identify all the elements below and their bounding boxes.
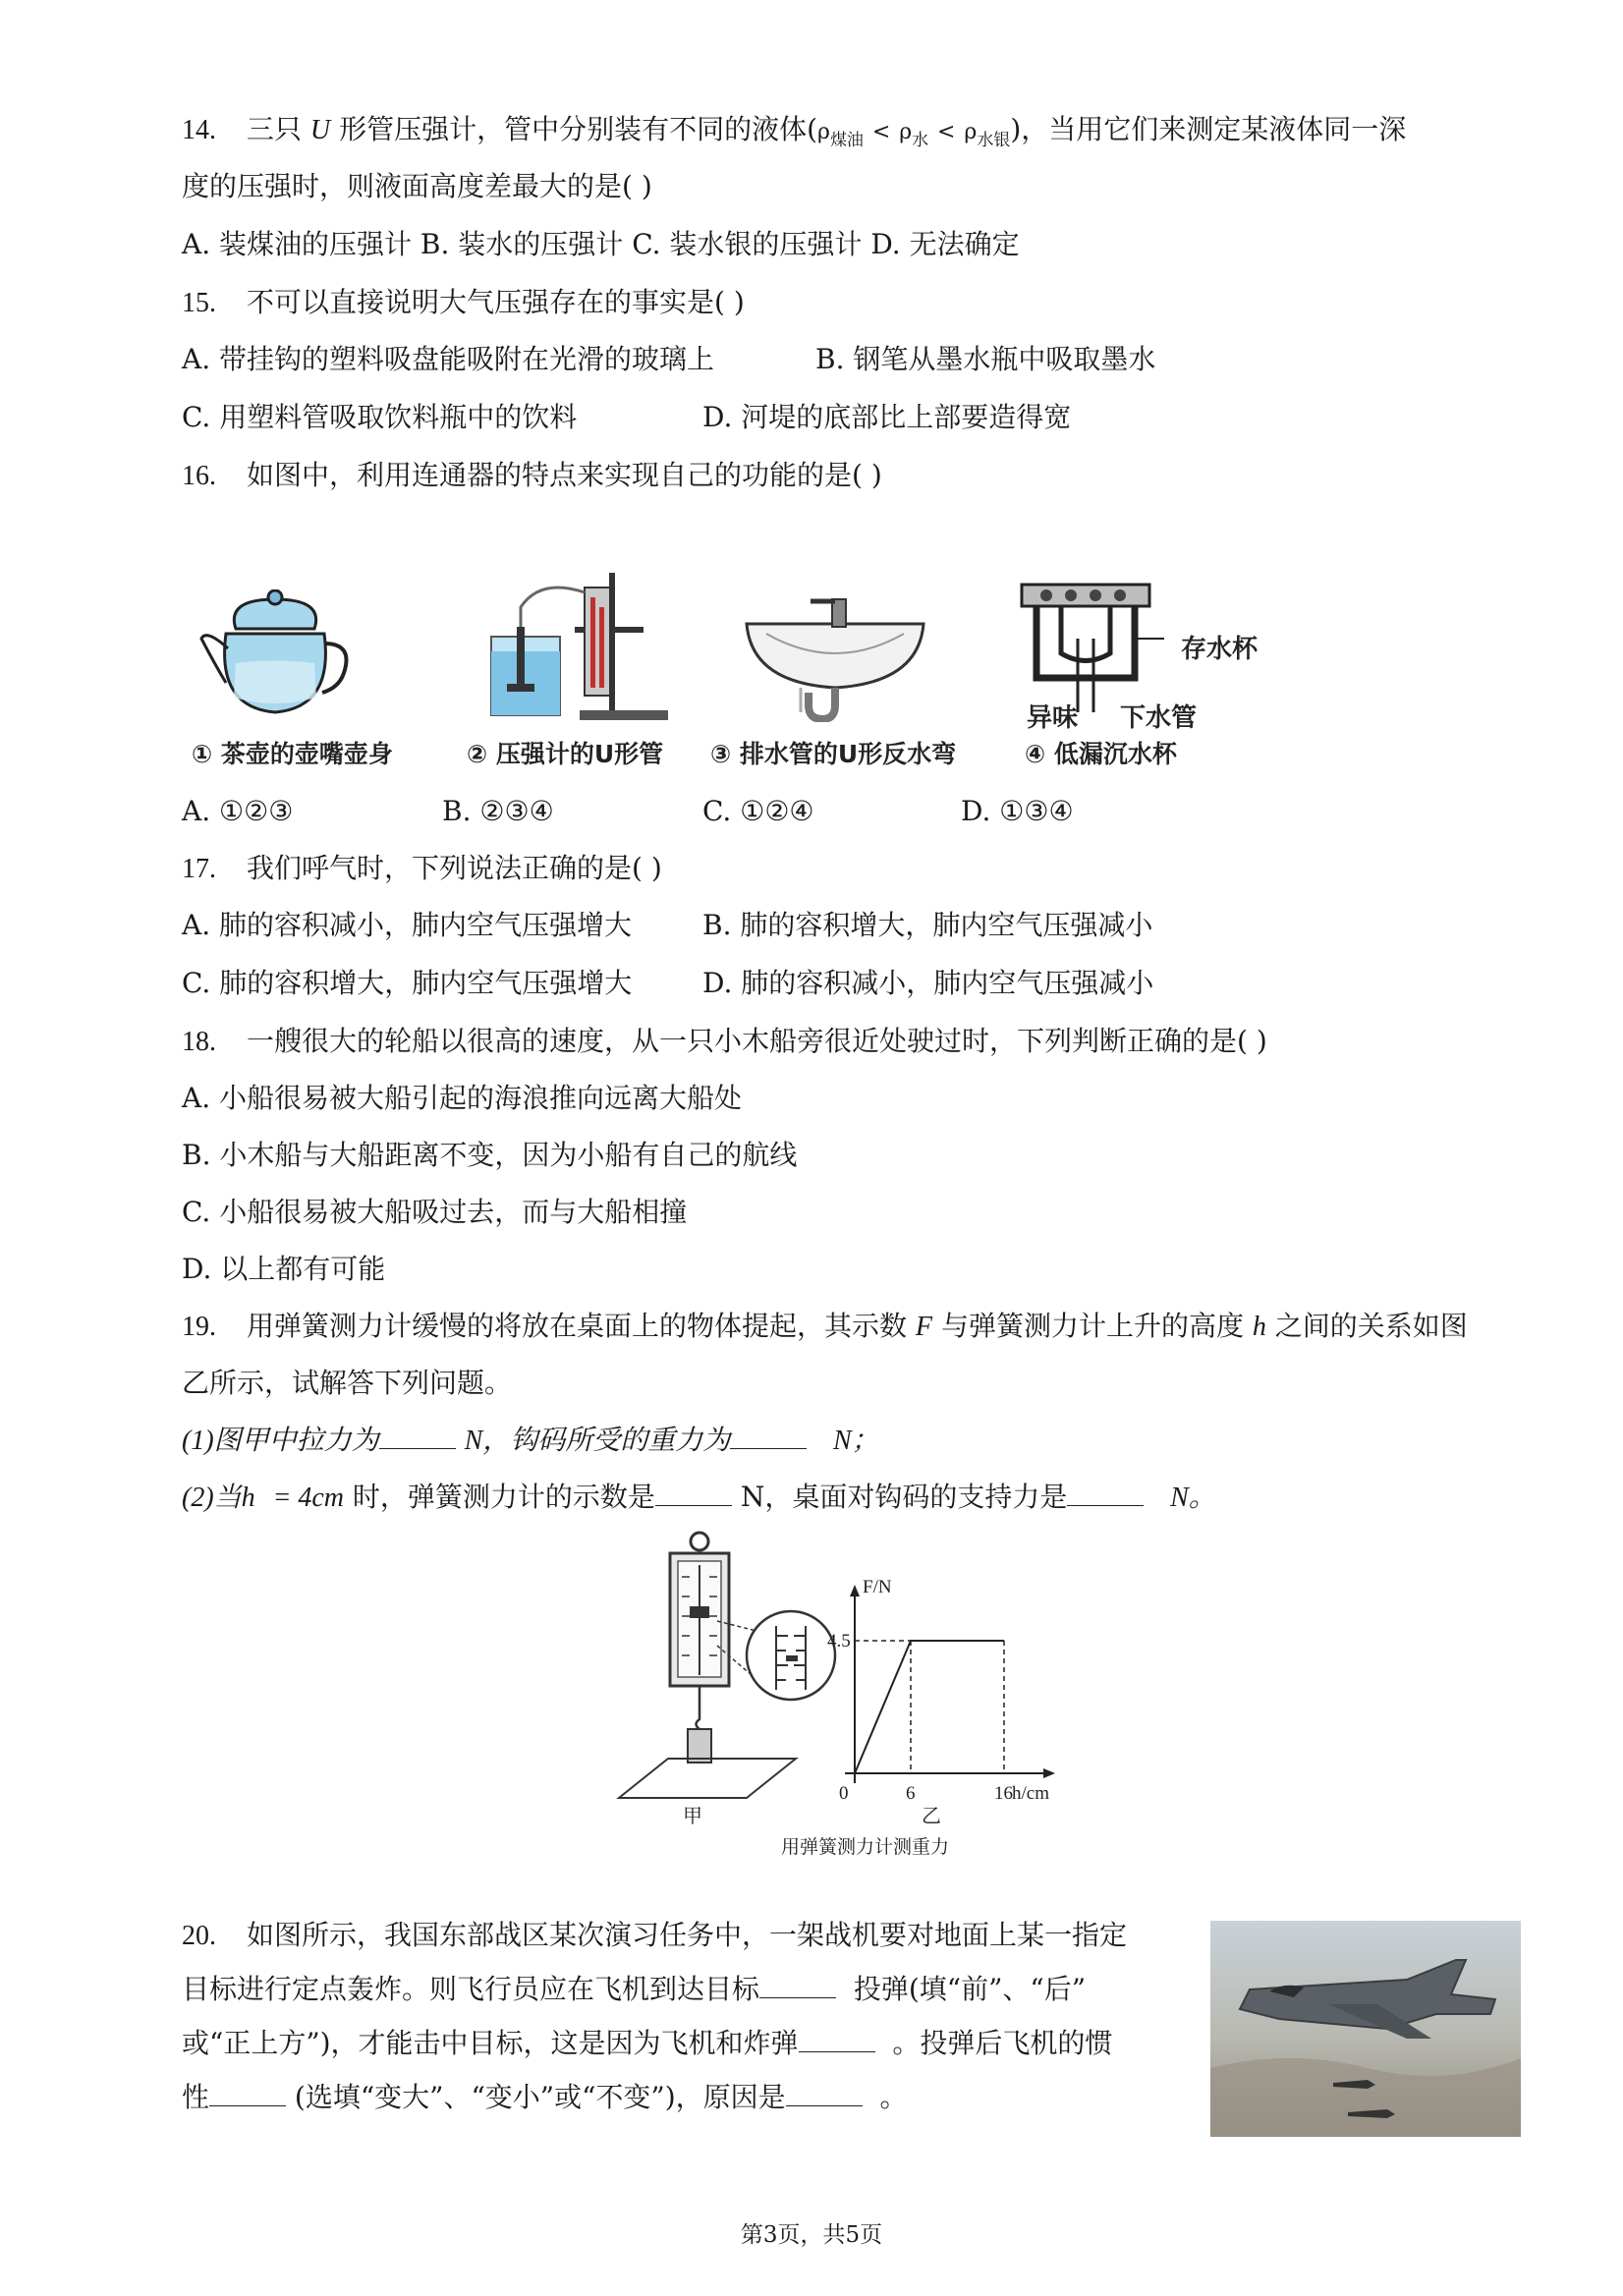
y-axis-label: F/N	[863, 1577, 892, 1597]
fig-caption: 用弹簧测力计测重力	[781, 1836, 950, 1858]
q20-line3: 或“正上方”)，才能击中目标，这是因为飞机和炸弹 。投弹后飞机的惯	[182, 2027, 1113, 2059]
x-tick-6: 6	[906, 1783, 916, 1804]
q16-option-d: D. ①③④	[961, 795, 1074, 827]
floor-drain-figure	[1017, 580, 1184, 712]
q19-stem-line1: 19. 用弹簧测力计缓慢的将放在桌面上的物体提起，其示数 F 与弹簧测力计上升的高度 h 之间的关系如图	[182, 1310, 1468, 1342]
q18-option-b: B. 小木船与大船距离不变，因为小船有自己的航线	[182, 1139, 798, 1171]
q16-stem: 16. 如图中，利用连通器的特点来实现自己的功能的是( )	[182, 459, 882, 491]
q18-stem: 18. 一艘很大的轮船以很高的速度，从一只小木船旁很近处驶过时，下列判断正确的是( )	[182, 1025, 1267, 1057]
fighter-jet-photo	[1210, 1921, 1521, 2137]
label-smell: 异味	[1027, 703, 1079, 733]
q17-stem: 17. 我们呼气时，下列说法正确的是( )	[182, 852, 662, 884]
x-tick-16: 16	[994, 1783, 1013, 1804]
basin-figure	[742, 589, 928, 722]
x-axis-arrow	[1043, 1768, 1055, 1778]
answer-blank[interactable]	[759, 1972, 836, 1998]
q20-line1: 20. 如图所示，我国东部战区某次演习任务中，一架战机要对地面上某一指定	[182, 1919, 1128, 1951]
q17-option-a: A. 肺的容积减小，肺内空气压强增大	[182, 909, 633, 941]
q14-line2: 度的压强时，则液面高度差最大的是( )	[182, 170, 652, 202]
q14-line1: 14. 三只 U 形管压强计，管中分别装有不同的液体$(\rho_{煤油} < \rho_水 < \rho_{水银})$，当用它们来测定某液体同一深	[182, 113, 1407, 150]
q15-option-d: D. 河堤的底部比上部要造得宽	[702, 401, 1072, 433]
answer-blank[interactable]	[799, 2026, 875, 2052]
q20-line2: 目标进行定点轰炸。则飞行员应在飞机到达目标 投弹(填“前”、“后”	[182, 1973, 1087, 2005]
q19-part2: (2)当h = 4cm 时，弹簧测力计的示数是 N，桌面对钩码的支持力是 N。	[182, 1481, 1216, 1513]
caption-1: ① 茶壶的壶嘴壶身	[192, 740, 393, 768]
q14-number: 14.	[182, 115, 216, 145]
x-axis-label: h/cm	[1012, 1783, 1049, 1804]
q16-option-a: A. ①②③	[182, 795, 294, 827]
q17-option-c: C. 肺的容积增大，肺内空气压强增大	[182, 967, 633, 999]
label-cup: 存水杯	[1181, 635, 1259, 664]
force-line	[855, 1641, 1004, 1773]
q17-option-b: B. 肺的容积增大，肺内空气压强减小	[702, 909, 1153, 941]
q15-option-b: B. 钢笔从墨水瓶中吸取墨水	[815, 343, 1156, 375]
fig-label-yi: 乙	[922, 1804, 941, 1827]
answer-blank[interactable]	[209, 2080, 286, 2106]
answer-blank[interactable]	[730, 1423, 807, 1449]
y-tick-4.5: 4.5	[827, 1631, 851, 1652]
q16-option-c: C. ①②④	[702, 795, 814, 827]
q18-option-a: A. 小船很易被大船引起的海浪推向远离大船处	[182, 1082, 743, 1114]
q18-option-c: C. 小船很易被大船吸过去，而与大船相撞	[182, 1196, 688, 1228]
caption-3: ③ 排水管的U形反水弯	[710, 740, 957, 768]
answer-blank[interactable]	[379, 1423, 456, 1449]
q16-option-b: B. ②③④	[442, 795, 554, 827]
answer-blank[interactable]	[655, 1480, 732, 1506]
q15-option-c: C. 用塑料管吸取饮料瓶中的饮料	[182, 401, 578, 433]
q20-line4: 性 (选填“变大”、“变小”或“不变”)，原因是 。	[182, 2081, 908, 2113]
y-axis-arrow	[850, 1585, 860, 1596]
q15-option-a: A. 带挂钩的塑料吸盘能吸附在光滑的玻璃上	[182, 343, 715, 375]
q19-stem-line2: 乙所示，试解答下列问题。	[182, 1367, 513, 1399]
q19-part1: (1)图甲中拉力为 N，钩码所受的重力为 N；	[182, 1421, 879, 1461]
caption-4: ④ 低漏沉水杯	[1025, 740, 1177, 768]
q14-options: A. 装煤油的压强计 B. 装水的压强计 C. 装水银的压强计 D. 无法确定	[182, 228, 1020, 260]
q18-option-d: D. 以上都有可能	[182, 1253, 386, 1285]
force-height-graph	[825, 1577, 1061, 1813]
spring-scale-figure	[609, 1528, 855, 1832]
q17-option-d: D. 肺的容积减小，肺内空气压强减小	[702, 967, 1154, 999]
answer-blank[interactable]	[786, 2080, 863, 2106]
fig-label-jia: 甲	[683, 1804, 702, 1827]
page-footer: 第3页，共5页	[740, 2222, 883, 2248]
manometer-figure	[481, 568, 688, 725]
q15-stem: 15. 不可以直接说明大气压强存在的事实是( )	[182, 286, 745, 318]
label-pipe: 下水管	[1120, 703, 1198, 733]
teapot-figure	[196, 589, 354, 722]
caption-2: ② 压强计的U形管	[467, 740, 664, 768]
answer-blank[interactable]	[1067, 1480, 1144, 1506]
x-tick-0: 0	[839, 1783, 849, 1804]
